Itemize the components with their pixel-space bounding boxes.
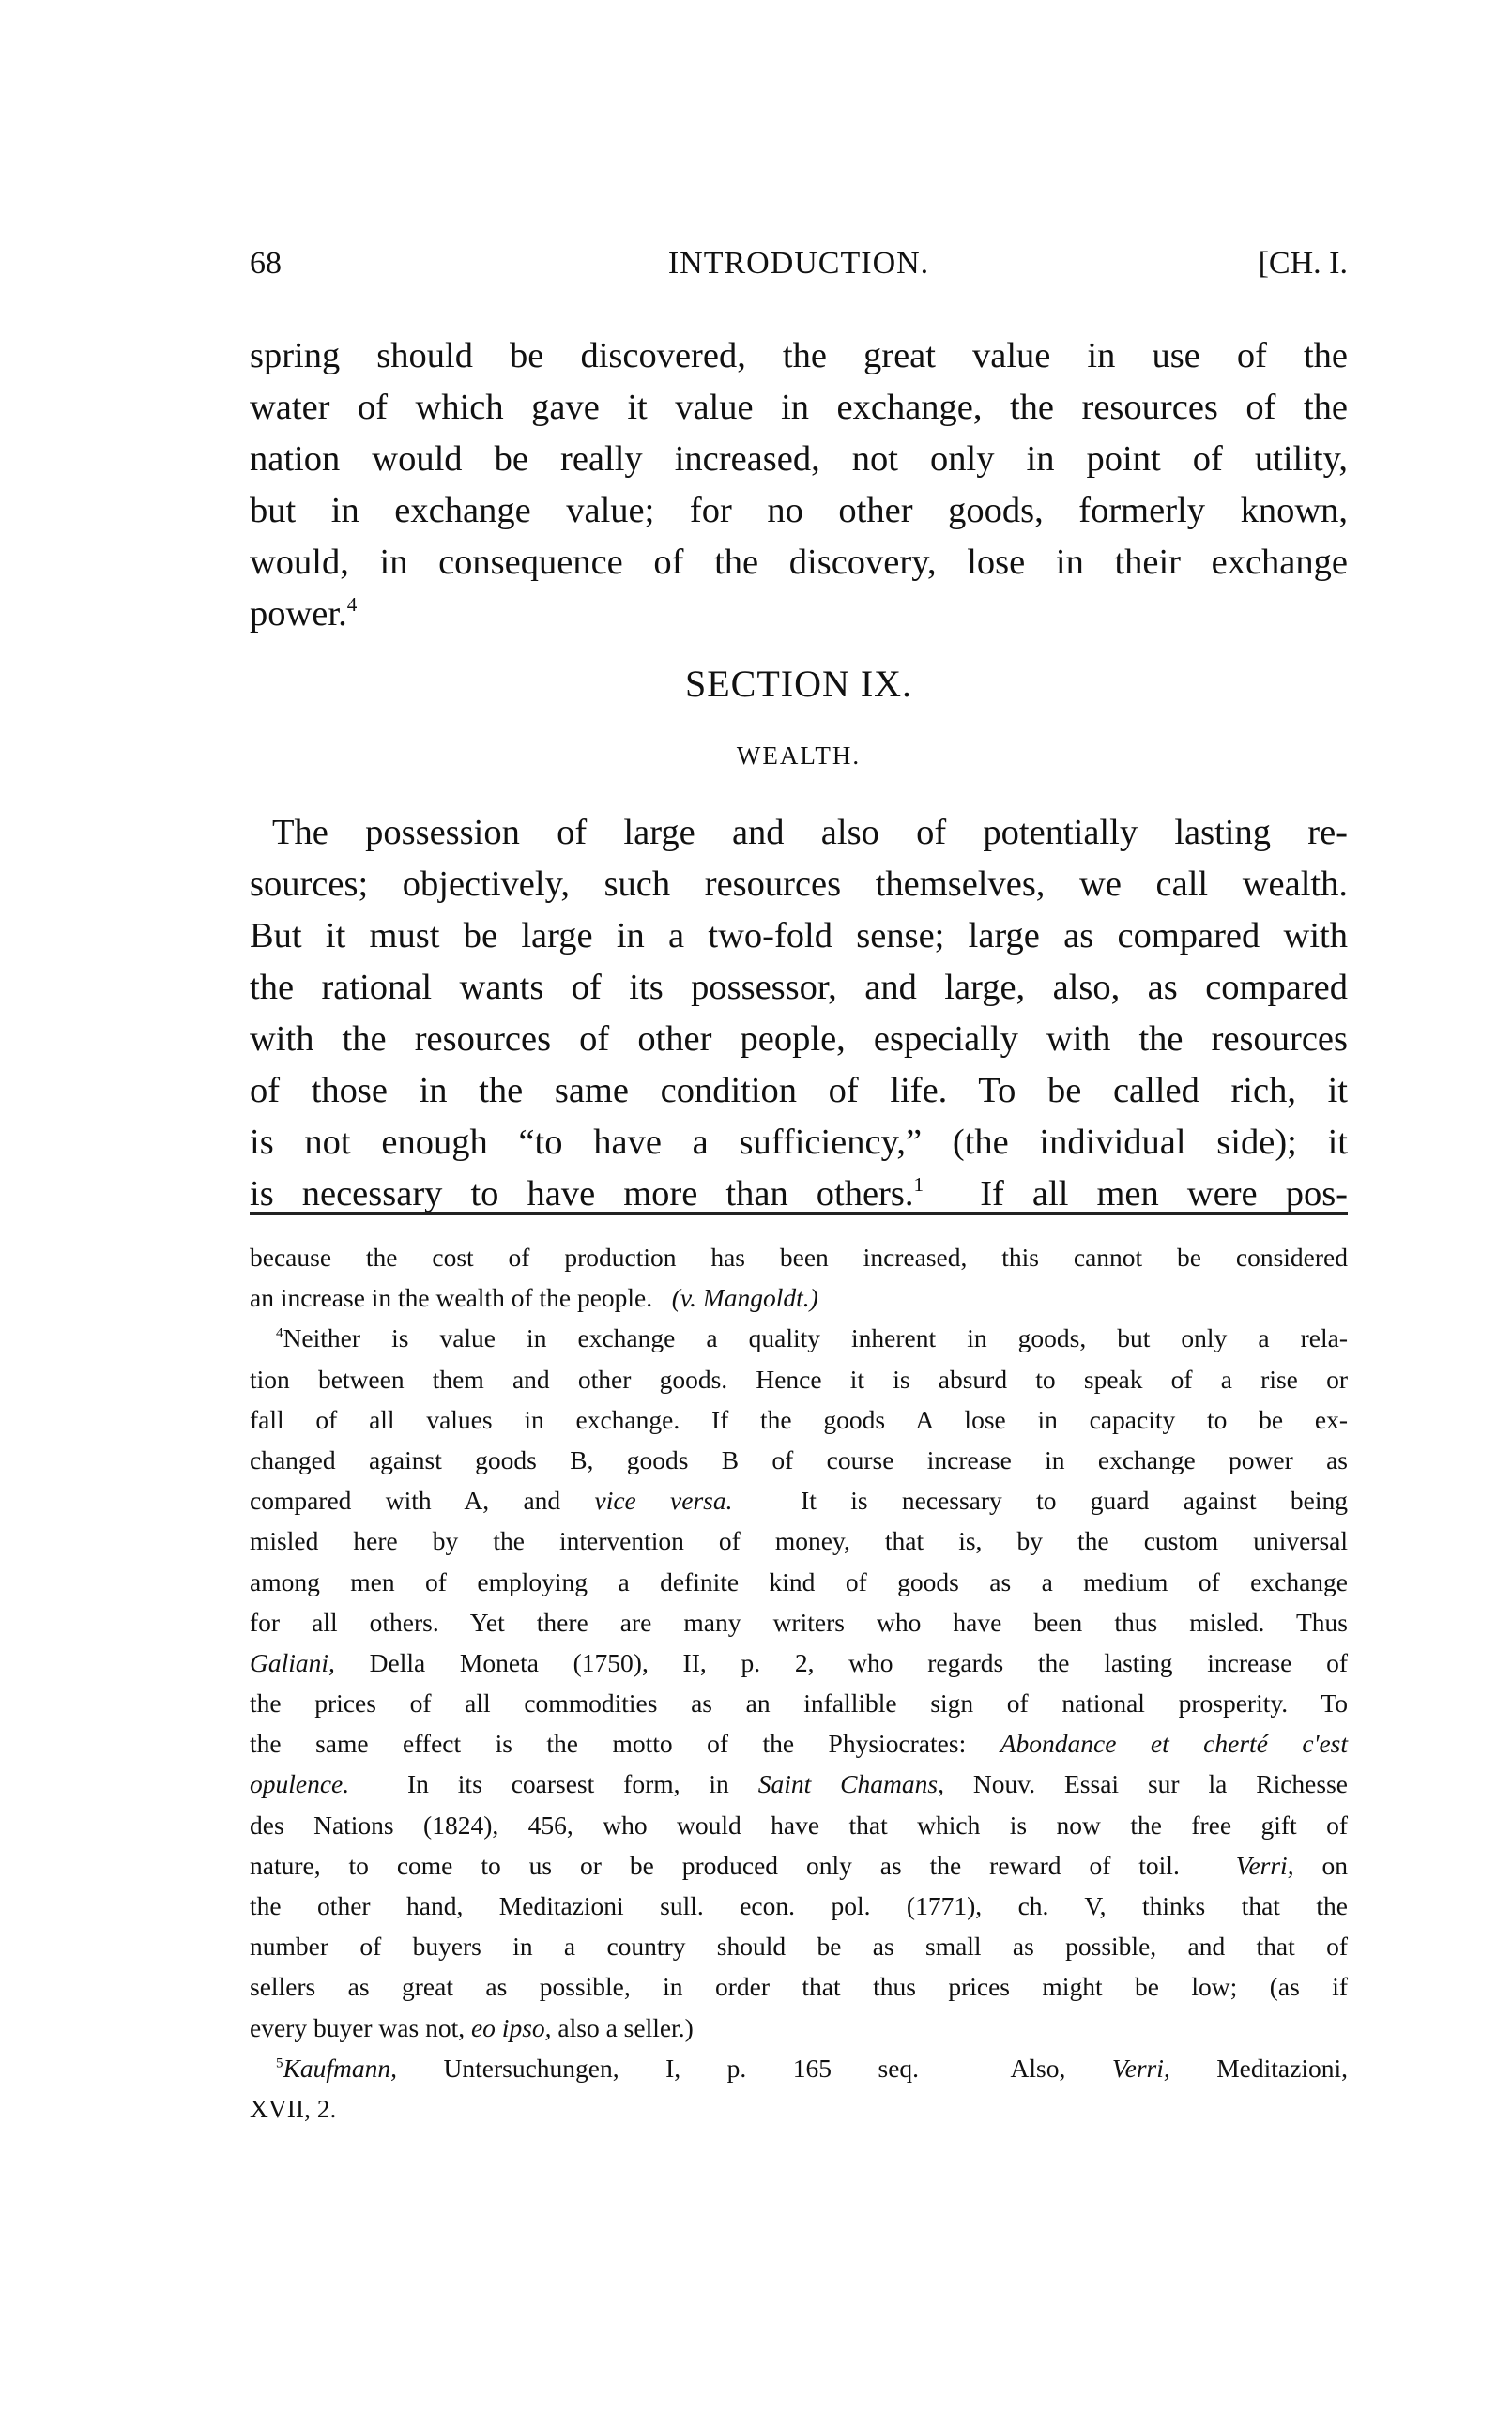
text-line: spring should be discovered, the great value in use of the [250,336,1348,375]
footnote-line [250,1723,1348,1764]
footnote-line: misled here by the intervention of money, that is, by the custom universal [250,1526,1348,1556]
footnote-line: fall of all values in exchange. If the goods A lose in capacity to be ex- [250,1404,1348,1434]
text-line: is not enough “to have a sufficiency,” (the individual side); it [250,1123,1348,1162]
text-fragment: every buyer was not, [250,2012,471,2042]
footnote-line: the prices of all commodities as an infallible sign of national prosperity. To [250,1688,1348,1719]
running-title: INTRODUCTION. [667,246,930,281]
paragraph-continued [250,330,1348,640]
text-fragment: also a seller.) [551,2012,694,2042]
text-line: nation would be really increased, not only in point of utility, [250,439,1348,479]
footnote-line [250,1318,1348,1358]
footnote-line [250,2008,1348,2048]
page-number: 68 [250,246,282,281]
text-fragment: the same effect is the motto of the Physiocrates: [250,1729,1000,1759]
text-fragment: compared with A, and [250,1486,595,1516]
italic-fragment: Galiani, [250,1647,335,1677]
text-line: sources; objectively, such resources themselves, we call wealth. [250,864,1348,904]
text-fragment: Neither is value in exchange a quality inherent in goods, but only a rela- [283,1323,1348,1353]
text-line: of those in the same condition of life. To be called rich, it [250,1071,1348,1110]
footnote-line [250,1764,1348,1804]
footnote-line: des Nations (1824), 456, who would have that which is now the free gift of [250,1810,1348,1840]
italic-fragment: Verri, [1111,2053,1170,2083]
chapter-label: [CH. I. [1258,246,1348,281]
text-line: The possession of large and also of potentially lasting re- [272,813,1348,852]
footnote-line: among men of employing a definite kind of goods as a medium of exchange [250,1566,1348,1596]
footnote-line: XVII, 2. [250,2093,337,2123]
section-title: SECTION IX. [684,663,913,705]
footnote-line: changed against goods B, goods B of course increase in exchange power as [250,1444,1348,1474]
italic-fragment: Verri, [1235,1850,1294,1880]
italic-fragment: Abondance et cherté c'est [1000,1729,1349,1759]
footnote-marker-5: 5 [276,2055,283,2071]
text-fragment: It is necessary to guard against being [732,1486,1349,1516]
text-line: but in exchange value; for no other goods, formerly known, [250,491,1348,530]
footnote-line: sellers as great as possible, in order that thus prices might be low; (as if [250,1972,1348,2002]
section-subtitle: WEALTH. [736,741,862,770]
footnote-marker-4: 4 [276,1325,283,1341]
text-fragment: Della Moneta (1750), II, p. 2, who regards the lasting increase of [334,1647,1348,1677]
footnotes [250,1237,1348,2129]
italic-fragment: eo ipso, [470,2012,552,2042]
footnote-line [250,1642,1348,1683]
text-line: the rational wants of its possessor, and large, also, as compared [250,968,1348,1007]
italic-fragment: Saint Chamans, [757,1769,944,1799]
text-line: with the resources of other people, especially with the resources [250,1019,1348,1059]
footnote-ref-1[interactable]: 1 [913,1173,924,1197]
footnote-divider [250,1212,1348,1214]
text-line [250,588,1348,640]
text-fragment: If all men were pos- [924,1174,1349,1214]
italic-fragment: vice versa. [594,1486,733,1516]
text-fragment: Untersuchungen, I, p. 165 seq. Also, [397,2053,1112,2083]
footnote-line: tion between them and other goods. Hence it is absurd to speak of a rise or [250,1364,1348,1394]
italic-fragment: opulence. [250,1769,350,1799]
text-fragment: Nouv. Essai sur la Richesse [943,1769,1348,1799]
footnote-line [250,1277,1348,1318]
text-line: would, in consequence of the discovery, lose in their exchange [250,542,1348,582]
running-head [250,246,1348,293]
text-line: water of which gave it value in exchange, the resources of the [250,388,1348,427]
text-fragment: In its coarsest form, in [349,1769,758,1799]
text-fragment: Meditazioni, [1169,2053,1348,2083]
text-line: But it must be large in a two-fold sense; large as compared with [250,916,1348,955]
footnote-line: because the cost of production has been increased, this cannot be considered [250,1243,1348,1272]
citation: (v. Mangoldt.) [671,1283,818,1313]
footnote-line: the other hand, Meditazioni sull. econ. pol. (1771), ch. V, thinks that the [250,1891,1348,1920]
paragraph-wealth [250,807,1348,1220]
text-fragment: power. [250,594,347,634]
text-fragment: is necessary to have more than others. [250,1174,914,1214]
text-fragment: on [1293,1850,1348,1880]
footnote-ref-4[interactable]: 4 [346,593,358,617]
footnote-line: for all others. Yet there are many writers who have been thus misled. Thus [250,1607,1348,1637]
text-fragment: an increase in the wealth of the people. [250,1283,653,1313]
footnote-line: number of buyers in a country should be as small as possible, and that of [250,1932,1348,1962]
text-fragment: nature, to come to us or be produced only as the reward of toil. [250,1850,1236,1880]
footnote-line [250,2048,1348,2088]
italic-fragment: Kaufmann, [283,2053,398,2083]
footnote-line [250,1845,1348,1886]
footnote-line [250,1480,1348,1520]
